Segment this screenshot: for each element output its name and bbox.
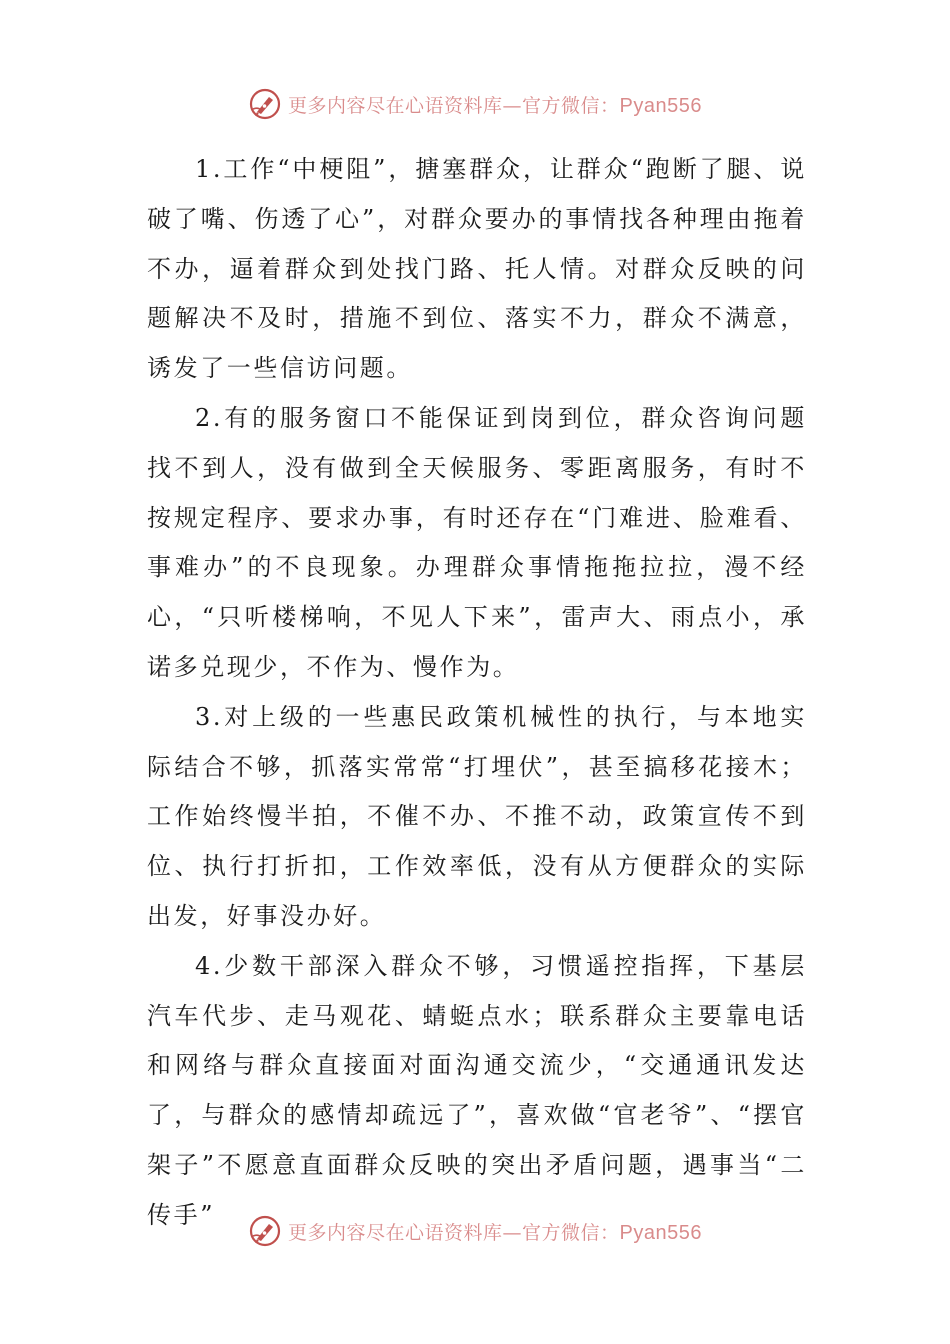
header-wechat-id: Pyan556 bbox=[619, 94, 702, 117]
header-watermark-banner bbox=[0, 84, 950, 124]
paragraph-4: 4.少数干部深入群众不够，习惯遥控指挥，下基层汽车代步、走马观花、蜻蜓点水；联系群众主要靠电话和网络与群众直接面对面沟通交流少，“交通通讯发达了，与群众的感情却疏远了”，喜欢做“官老爷”、“摆官架子”不愿意直面群众反映的突出矛盾问题，遇事当“二传手” bbox=[147, 951, 807, 1229]
pen-nib-logo-icon bbox=[248, 1214, 282, 1248]
footer-wechat-id: Pyan556 bbox=[619, 1221, 702, 1244]
paragraph-3: 3.对上级的一些惠民政策机械性的执行，与本地实际结合不够，抓落实常常“打埋伏”，甚至搞移花接木；工作始终慢半拍，不催不办、不推不动，政策宣传不到位、执行打折扣，工作效率低，没有从方便群众的实际出发，好事没办好。 bbox=[147, 702, 807, 930]
paragraph-1: 1.工作“中梗阻”，搪塞群众，让群众“跑断了腿、说破了嘴、伤透了心”，对群众要办的事情找各种理由拖着不办，逼着群众到处找门路、托人情。对群众反映的问题解决不及时，措施不到位、落实不力，群众不满意，诱发了一些信访问题。 bbox=[147, 155, 807, 383]
paragraph-2: 2.有的服务窗口不能保证到岗到位，群众咨询问题找不到人，没有做到全天候服务、零距离服务，有时不按规定程序、要求办事，有时还存在“门难进、脸难看、事难办”的不良现象。办理群众事情拖拖拉拉，漫不经心，“只听楼梯响，不见人下来”，雷声大、雨点小，承诺多兑现少，不作为、慢作为。 bbox=[147, 403, 807, 681]
footer-banner-text: 更多内容尽在心语资料库—官方微信：Pyan556 bbox=[288, 1221, 702, 1244]
header-banner-text: 更多内容尽在心语资料库—官方微信：Pyan556 bbox=[288, 94, 702, 117]
pen-nib-logo-icon bbox=[248, 87, 282, 121]
footer-watermark-banner bbox=[0, 1211, 950, 1251]
document-body bbox=[147, 145, 807, 1241]
